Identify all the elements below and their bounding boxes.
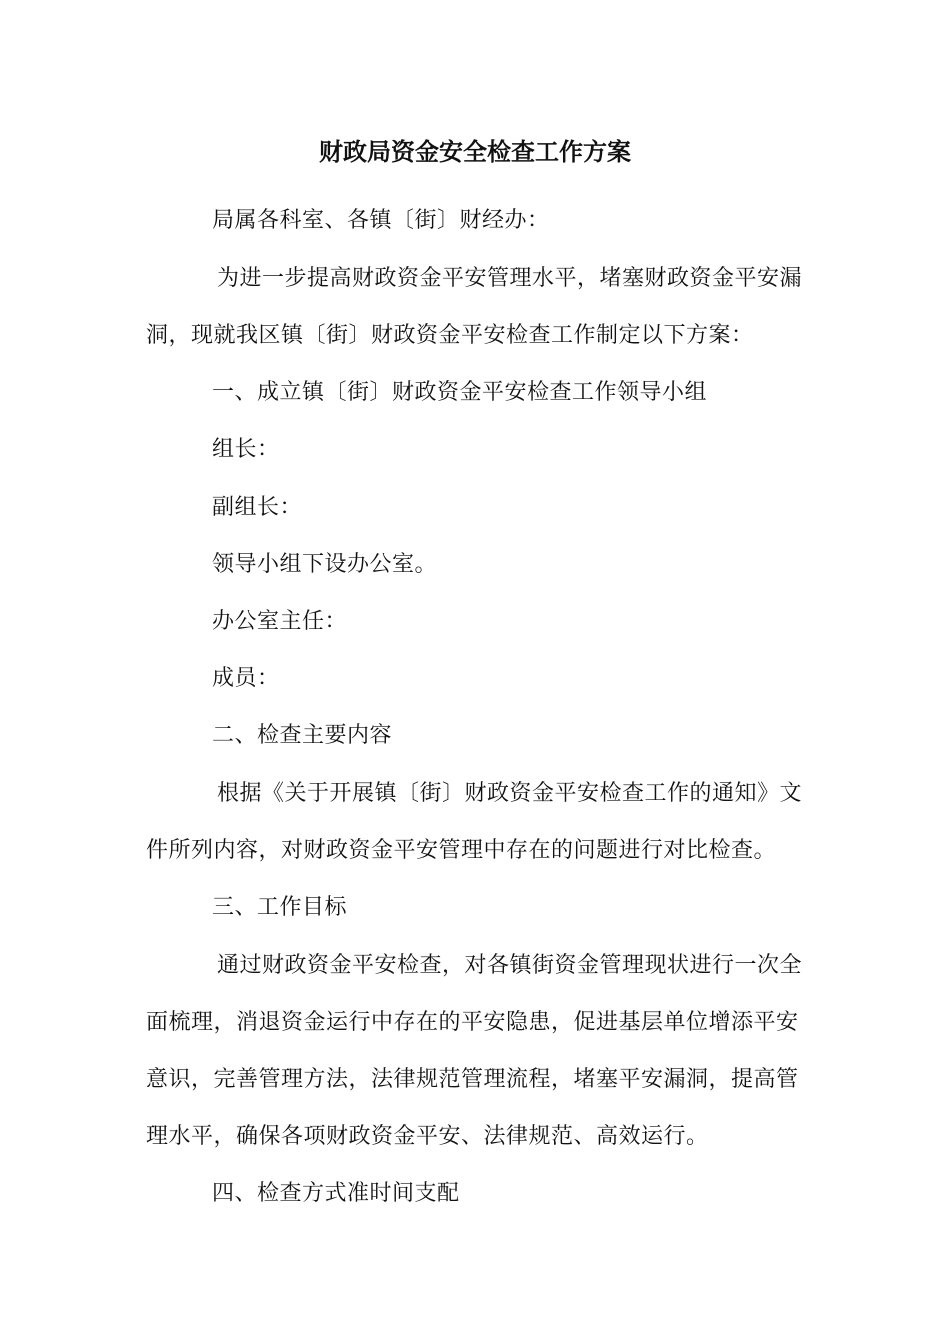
paragraph-line: 件所列内容，对财政资金平安管理中存在的问题进行对比检查。 — [146, 838, 777, 863]
paragraph-line: 洞，现就我区镇〔街〕财政资金平安检查工作制定以下方案： — [146, 323, 754, 348]
salutation-line: 局属各科室、各镇〔街〕财经办： — [212, 208, 550, 233]
document-title: 财政局资金安全检查工作方案 — [319, 137, 631, 166]
members-label: 成员： — [212, 666, 280, 691]
paragraph-line: 根据《关于开展镇〔街〕财政资金平安检查工作的通知》文 — [217, 781, 803, 806]
section-heading-1: 一、成立镇〔街〕财政资金平安检查工作领导小组 — [212, 380, 708, 405]
paragraph-line: 面梳理，消退资金运行中存在的平安隐患，促进基层单位增添平安 — [146, 1010, 799, 1035]
paragraph-line: 意识，完善管理方法，法律规范管理流程，堵塞平安漏洞，提高管 — [146, 1067, 799, 1092]
section-heading-3: 三、工作目标 — [212, 895, 348, 920]
office-director-label: 办公室主任： — [212, 609, 348, 634]
paragraph-line: 理水平，确保各项财政资金平安、法律规范、高效运行。 — [146, 1124, 709, 1149]
deputy-leader-label: 副组长： — [212, 495, 303, 520]
paragraph-line: 为进一步提高财政资金平安管理水平，堵塞财政资金平安漏 — [217, 266, 803, 291]
paragraph-line: 通过财政资金平安检查，对各镇街资金管理现状进行一次全 — [217, 953, 803, 978]
group-leader-label: 组长： — [212, 437, 280, 462]
section-heading-4: 四、检查方式准时间支配 — [212, 1181, 460, 1206]
office-line: 领导小组下设办公室。 — [212, 552, 438, 577]
section-heading-2: 二、检查主要内容 — [212, 723, 393, 748]
